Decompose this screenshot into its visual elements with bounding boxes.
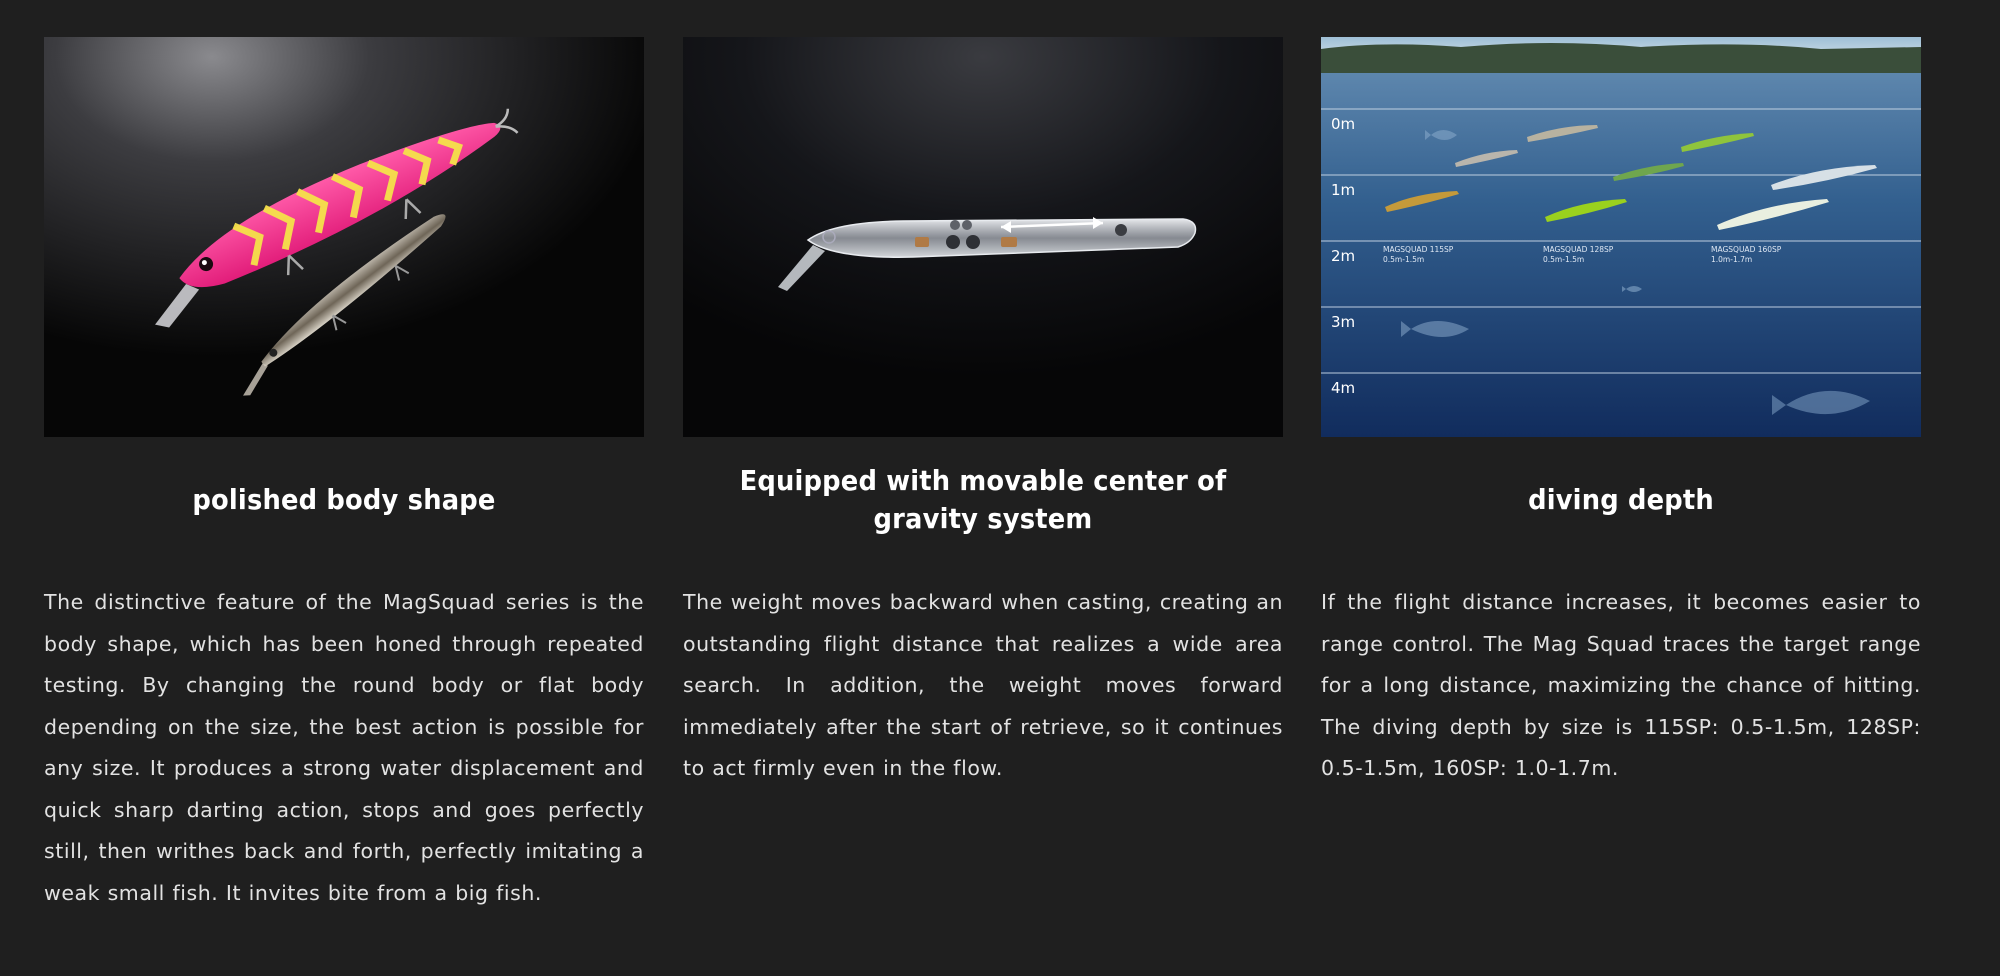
depth-label-4: 4m — [1331, 379, 1356, 397]
feature-card-center-of-gravity — [683, 37, 1283, 790]
feature-title: polished body shape — [192, 482, 496, 516]
feature-card-body-shape — [44, 37, 644, 914]
lure-160sp-range: 1.0m-1.7m — [1711, 255, 1753, 264]
depth-label-1: 1m — [1331, 181, 1356, 199]
feature-description: The weight moves backward when casting, creating an outstanding flight distance that realizes a wide area search. In addition, the weight moves forward immediately after the start of retrieve, so it continues to act firmly even in the flow. — [683, 590, 1283, 780]
lure-160sp-name: MAGSQUAD 160SP — [1711, 245, 1782, 254]
feature-title: diving depth — [1528, 482, 1714, 516]
feature-title: Equipped with movable center of gravity system — [739, 463, 1227, 535]
lure-115sp-range: 0.5m-1.5m — [1383, 255, 1425, 264]
feature-description: If the flight distance increases, it becomes easier to range control. The Mag Squad traces the target range for a long distance, maximizing the chance of hitting. The diving depth by size is 115SP: 0.5-1.5m, 128SP: 0.5-1.5m, 160SP: 1.0-1.7m. — [1321, 590, 1921, 780]
depth-label-2: 2m — [1331, 247, 1356, 265]
diving-depth-chart — [1321, 37, 1921, 437]
feature-card-diving-depth — [1321, 37, 1921, 790]
depth-label-3: 3m — [1331, 313, 1356, 331]
feature-description: The distinctive feature of the MagSquad series is the body shape, which has been honed through repeated testing. By changing the round body or flat body depending on the size, the best action is possible for any size. It produces a strong water displacement and quick sharp darting action, stops and goes perfectly still, then writhes back and forth, perfectly imitating a weak small fish. It invites bite from a big fish. — [44, 590, 644, 905]
depth-label-0: 0m — [1331, 115, 1356, 133]
lure-128sp-range: 0.5m-1.5m — [1543, 255, 1585, 264]
lure-115sp-name: MAGSQUAD 115SP — [1383, 245, 1454, 254]
lure-128sp-name: MAGSQUAD 128SP — [1543, 245, 1614, 254]
lure-photo-transparent — [683, 37, 1283, 437]
lure-photo-pink-tiger — [44, 37, 644, 437]
